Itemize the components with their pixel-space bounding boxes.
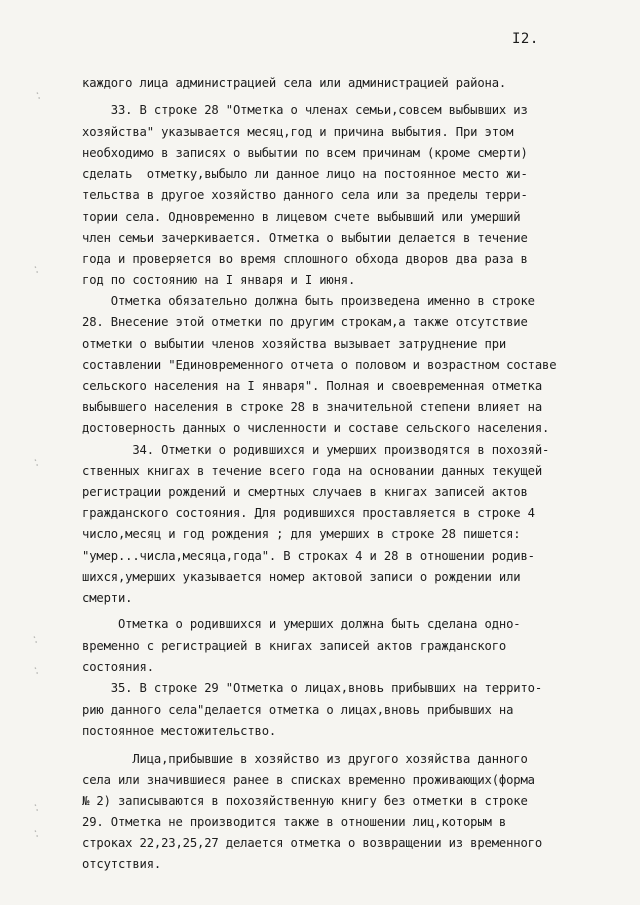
text-line: гражданского состояния. Для родившихся проставляется в строке 4 <box>82 506 535 520</box>
text-line: Лица,прибывшие в хозяйство из другого хозяйства данного <box>82 752 528 766</box>
text-line: № 2) записываются в похозяйственную книгу без отметки в строке <box>82 794 528 808</box>
scan-speck: : <box>31 261 41 278</box>
text-line: год по состоянию на I января и I июня. <box>82 273 356 287</box>
text-line: ственных книгах в течение всего года на основании данных текущей <box>82 464 542 478</box>
text-line: рию данного села"делается отметка о лицах,вновь прибывших на <box>82 703 514 717</box>
scan-speck: : <box>31 799 41 816</box>
text-line: отметки о выбытии членов хозяйства вызывает затруднение при <box>82 337 507 351</box>
text-line: 35. В строке 29 "Отметка о лицах,вновь прибывших на террито- <box>82 681 542 695</box>
scan-speck: : <box>31 825 41 842</box>
scan-speck: : <box>30 631 40 648</box>
text-line: шихся,умерших указывается номер актовой записи о рождении или <box>82 570 521 584</box>
page-number: I2. <box>512 31 539 47</box>
scan-speck: : <box>33 87 43 104</box>
text-line: временно с регистрацией в книгах записей актов гражданского <box>82 639 507 653</box>
text-line: 28. Внесение этой отметки по другим строкам,а также отсутствие <box>82 315 528 329</box>
text-line: постоянное местожительство. <box>82 724 277 738</box>
text-line: каждого лица администрацией села или администрацией района. <box>82 76 507 90</box>
text-line: выбывшего населения в строке 28 в значительной степени влияет на <box>82 400 542 414</box>
scan-speck: : <box>31 454 41 471</box>
text-line: смерти. <box>82 591 133 605</box>
text-line: строках 22,23,25,27 делается отметка о возвращении из временного <box>82 836 542 850</box>
text-line: 33. В строке 28 "Отметка о членах семьи,совсем выбывших из <box>82 103 528 117</box>
text-line: 34. Отметки о родившихся и умерших производятся в похозяй- <box>82 443 550 457</box>
text-line: тории села. Одновременно в лицевом счете выбывший или умерший <box>82 210 521 224</box>
text-line: тельства в другое хозяйство данного села или за пределы терри- <box>82 188 528 202</box>
scan-speck: : <box>31 662 41 679</box>
text-line: член семьи зачеркивается. Отметка о выбытии делается в течение <box>82 231 528 245</box>
text-line: состояния. <box>82 660 154 674</box>
text-line: сельского населения на I января". Полная и своевременная отметка <box>82 379 542 393</box>
text-line: года и проверяется во время сплошного обхода дворов два раза в <box>82 252 528 266</box>
text-line: необходимо в записях о выбытии по всем причинам (кроме смерти) <box>82 146 528 160</box>
text-line: число,месяц и год рождения ; для умерших в строке 28 пишется: <box>82 527 521 541</box>
text-line: хозяйства" указывается месяц,год и причина выбытия. При этом <box>82 125 514 139</box>
text-line: достоверность данных о численности и составе сельского населения. <box>82 421 550 435</box>
text-line: 29. Отметка не производится также в отношении лиц,которым в <box>82 815 507 829</box>
text-line: регистрации рождений и смертных случаев в книгах записей актов <box>82 485 528 499</box>
text-line: Отметка о родившихся и умерших должна быть сделана одно- <box>82 617 521 631</box>
text-line: отсутствия. <box>82 857 162 871</box>
text-line: Отметка обязательно должна быть произведена именно в строке <box>82 294 535 308</box>
text-line: сделать отметку,выбыло ли данное лицо на постоянное место жи- <box>82 167 528 181</box>
text-line: "умер...числа,месяца,года". В строках 4 и 28 в отношении родив- <box>82 549 535 563</box>
text-line: составлении "Единовременного отчета о половом и возрастном составе <box>82 358 557 372</box>
text-line: села или значившиеся ранее в списках временно проживающих(форма <box>82 773 535 787</box>
